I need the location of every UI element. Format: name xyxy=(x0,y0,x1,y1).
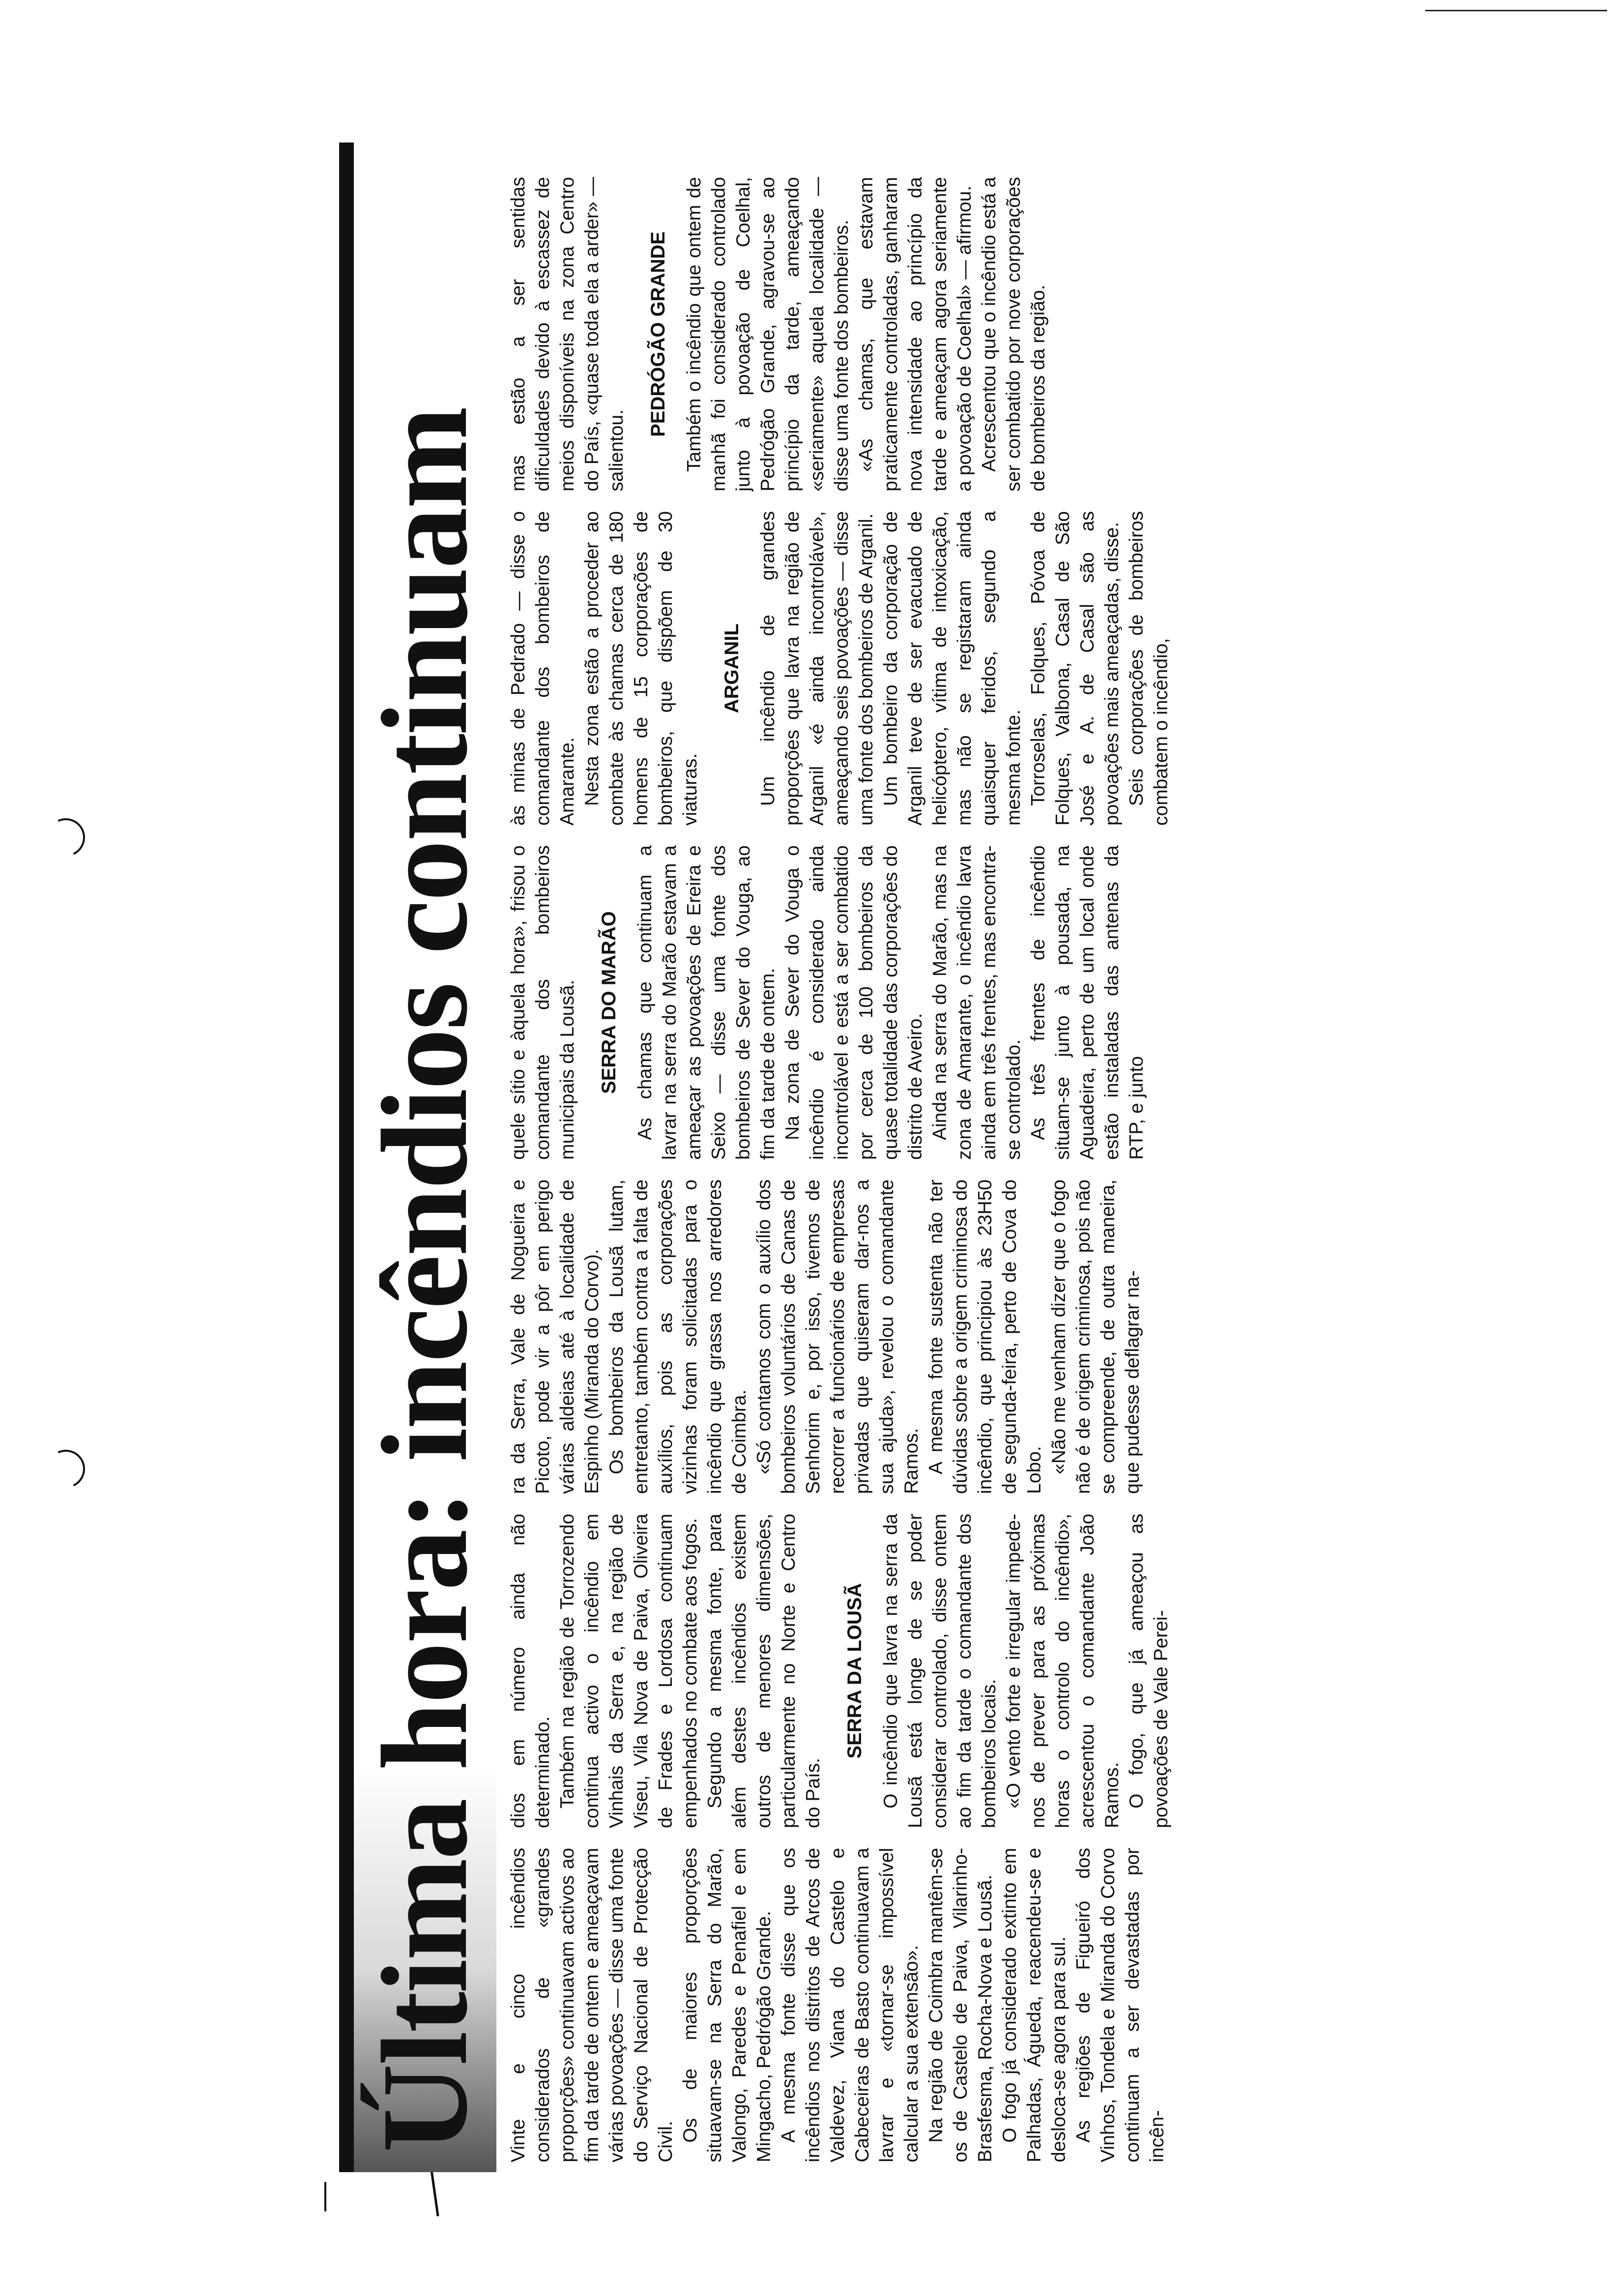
article-column-5 xyxy=(506,511,1376,826)
paragraph: Nesta zona estão a proceder ao combate às chamas cerca de 180 homens de 15 corporações de bombeiros, que dispõem de 30 viaturas. xyxy=(581,511,701,826)
paragraph: A mesma fonte disse que os incêndios nos distritos de Arcos de Valdevez, Viana do Castelo e Cabeceiras de Basto continuavam a lavrar e «tornar-se impossível calcular a sua extensão». xyxy=(778,1848,922,2162)
paragraph: O fogo, que já ameaçou as povoações de Vale Perei- xyxy=(1126,1514,1172,1828)
paragraph: Também o incêndio que ontem de manhã foi considerado controlado junto à povoação de Coelhal, Pedrógão Grande, agravou-se ao princípio da tarde, ameaçando «seriamente» aquela localidade — disse uma fonte dos bombeiros. xyxy=(684,177,852,491)
section-subhead: PEDRÓGÃO GRANDE xyxy=(647,231,669,437)
paragraph: «As chamas, que estavam praticamente controladas, ganharam nova intensidade ao princípio da tarde e ameaçam agora seriamente a povoação de Coelhal» — afirmou. xyxy=(856,177,975,491)
paragraph: O incêndio que lavra na serra da Lousã está longe de se poder considerar controlado, disse ontem ao fim da tarde o comandante dos bombeiros locais. xyxy=(880,1514,1000,1828)
paragraph: Um incêndio de grandes proporções que lavra na região de Arganil «é ainda incontrolável», ameaçando seis povoações — disse uma fonte dos bombeiros de Arganil. xyxy=(757,511,877,826)
headline: Última hora: incêndios continuam xyxy=(357,408,493,2152)
paragraph: Também na região de Torrozendo continua activo o incêndio em Vinhais da Serra e, na região de Viseu, Vila Nova de Paiva, Oliveira de Frades e Lordosa continuam empenhados no combate aos fogos. xyxy=(557,1514,701,1828)
scan-arc-mark xyxy=(41,813,90,862)
paragraph: As regiões de Figueiró dos Vinhos, Tondela e Miranda do Corvo continuam a ser devastadas por incên- xyxy=(1073,1848,1168,2162)
article-body xyxy=(506,143,1376,2172)
article-column-3 xyxy=(506,1179,1376,1494)
section-subhead: SERRA DO MARÃO xyxy=(598,911,620,1094)
section-subhead: SERRA DA LOUSÃ xyxy=(844,1583,865,1759)
paragraph: «Só contamos com o auxílio dos bombeiros voluntários de Canas de Senhorim e, por isso, tivemos de recorrer a funcionários de empresas privadas que quiseram dar-nos a sua ajuda», revelou o comandante Ramos. xyxy=(753,1179,922,1494)
paragraph: quele sítio e àquela hora», frisou o comandante dos bombeiros municipais da Lousã. xyxy=(508,845,578,1160)
headline-rule xyxy=(339,143,354,2172)
paragraph: Na região de Coimbra mantêm-se os de Castelo de Paiva, Vilarinho-Brasfesma, Rocha-Nova e Lousã. xyxy=(925,1848,996,2162)
paragraph: As chamas que continuam a lavrar na serra do Marão estavam a ameaçar as povoações de Ereira e Seixo — disse uma fonte dos bombeiros de Sever do Vouga, ao fim da tarde de ontem. xyxy=(634,845,778,1160)
paragraph: Os de maiores proporções situavam-se na Serra do Marão, Valongo, Paredes e Penafiel e em Mingacho, Pedrógão Grande. xyxy=(680,1848,775,2162)
news-clipping xyxy=(339,143,1381,2172)
paragraph: «Não me venham dizer que o fogo não é de origem criminosa, pois não se compreende, de outra maneira, que pudesse deflagrar na- xyxy=(1048,1179,1143,1494)
paragraph: dios em número ainda não determinado. xyxy=(508,1514,553,1828)
article-column-6 xyxy=(506,177,1376,491)
paragraph: Ainda na serra do Marão, mas na zona de Amarante, o incêndio lavra ainda em três frentes, mas encontra-se controlado. xyxy=(929,845,1024,1160)
paragraph: Um bombeiro da corporação de Arganil teve de ser evacuado de helicóptero, vítima de intoxicação, mas não se registaram ainda quaisquer feridos, segundo a mesma fonte. xyxy=(880,511,1024,826)
paragraph: mas estão a ser sentidas dificuldades devido à escassez de meios disponíveis na zona Centro do País, «quase toda ela a arder» — salientou. xyxy=(508,177,627,491)
paragraph: ra da Serra, Vale de Nogueira e Picoto, pode vir a pôr em perigo várias aldeias até à localidade de Espinho (Miranda do Corvo). xyxy=(508,1179,603,1494)
paragraph: O fogo já considerado extinto em Palhadas, Águeda, reacendeu-se e desloca-se agora para sul. xyxy=(999,1848,1069,2162)
paragraph: A mesma fonte sustenta não ter dúvidas sobre a origem criminosa do incêndio, que principiou às 23H50 de segunda-feira, perto de Cova do Lobo. xyxy=(925,1179,1045,1494)
scan-arc-mark xyxy=(41,1444,90,1493)
paragraph: Segundo a mesma fonte, para além destes incêndios existem outros de menores dimensões, particularmente no Norte e Centro do País. xyxy=(704,1514,824,1828)
paragraph: Torroselas, Folques, Póvoa de Folques, Valbona, Casal de São José e A. de Casal são as povoações mais ameaçadas, disse. xyxy=(1028,511,1123,826)
paragraph: Seis corporações de bombeiros combatem o incêndio, xyxy=(1126,511,1172,826)
paragraph: Na zona de Sever do Vouga o incêndio é considerado ainda incontrolável e está a ser combatido por cerca de 100 bombeiros da quase totalidade das corporações do distrito de Aveiro. xyxy=(782,845,926,1160)
paragraph: Acrescentou que o incêndio está a ser combatido por nove corporações de bombeiros da região. xyxy=(979,177,1049,491)
paragraph: às minas de Pedrado — disse o comandante dos bombeiros de Amarante. xyxy=(508,511,578,826)
scan-margin-mark-small xyxy=(324,2182,326,2211)
paragraph: As três frentes de incêndio situam-se junto à pousada, na Aguadeira, perto de um local onde estão instaladas das antenas da RTP, e junto xyxy=(1028,845,1147,1160)
article-column-1 xyxy=(506,1848,1376,2162)
paragraph: Vinte e cinco incêndios considerados de «grandes proporções» continuavam activos ao fim da tarde de ontem e ameaçavam várias povoações — disse uma fonte do Serviço Nacional de Protecção Civil. xyxy=(508,1848,676,2162)
article-column-4 xyxy=(506,845,1376,1160)
scan-margin-mark xyxy=(430,2170,439,2216)
paragraph: «O vento forte e irregular impede-nos de prever para as próximas horas o controlo do incêndio», acrescentou o comandante João Ramos. xyxy=(1003,1514,1123,1828)
section-subhead: ARGANIL xyxy=(721,623,743,714)
article-column-2 xyxy=(506,1514,1376,1828)
paragraph: Os bombeiros da Lousã lutam, entretanto, também contra a falta de auxílios, pois as corporações vizinhas foram solicitadas para o incêndio que grassa nos arredores de Coimbra. xyxy=(606,1179,750,1494)
page-top-rule xyxy=(1425,10,1607,11)
